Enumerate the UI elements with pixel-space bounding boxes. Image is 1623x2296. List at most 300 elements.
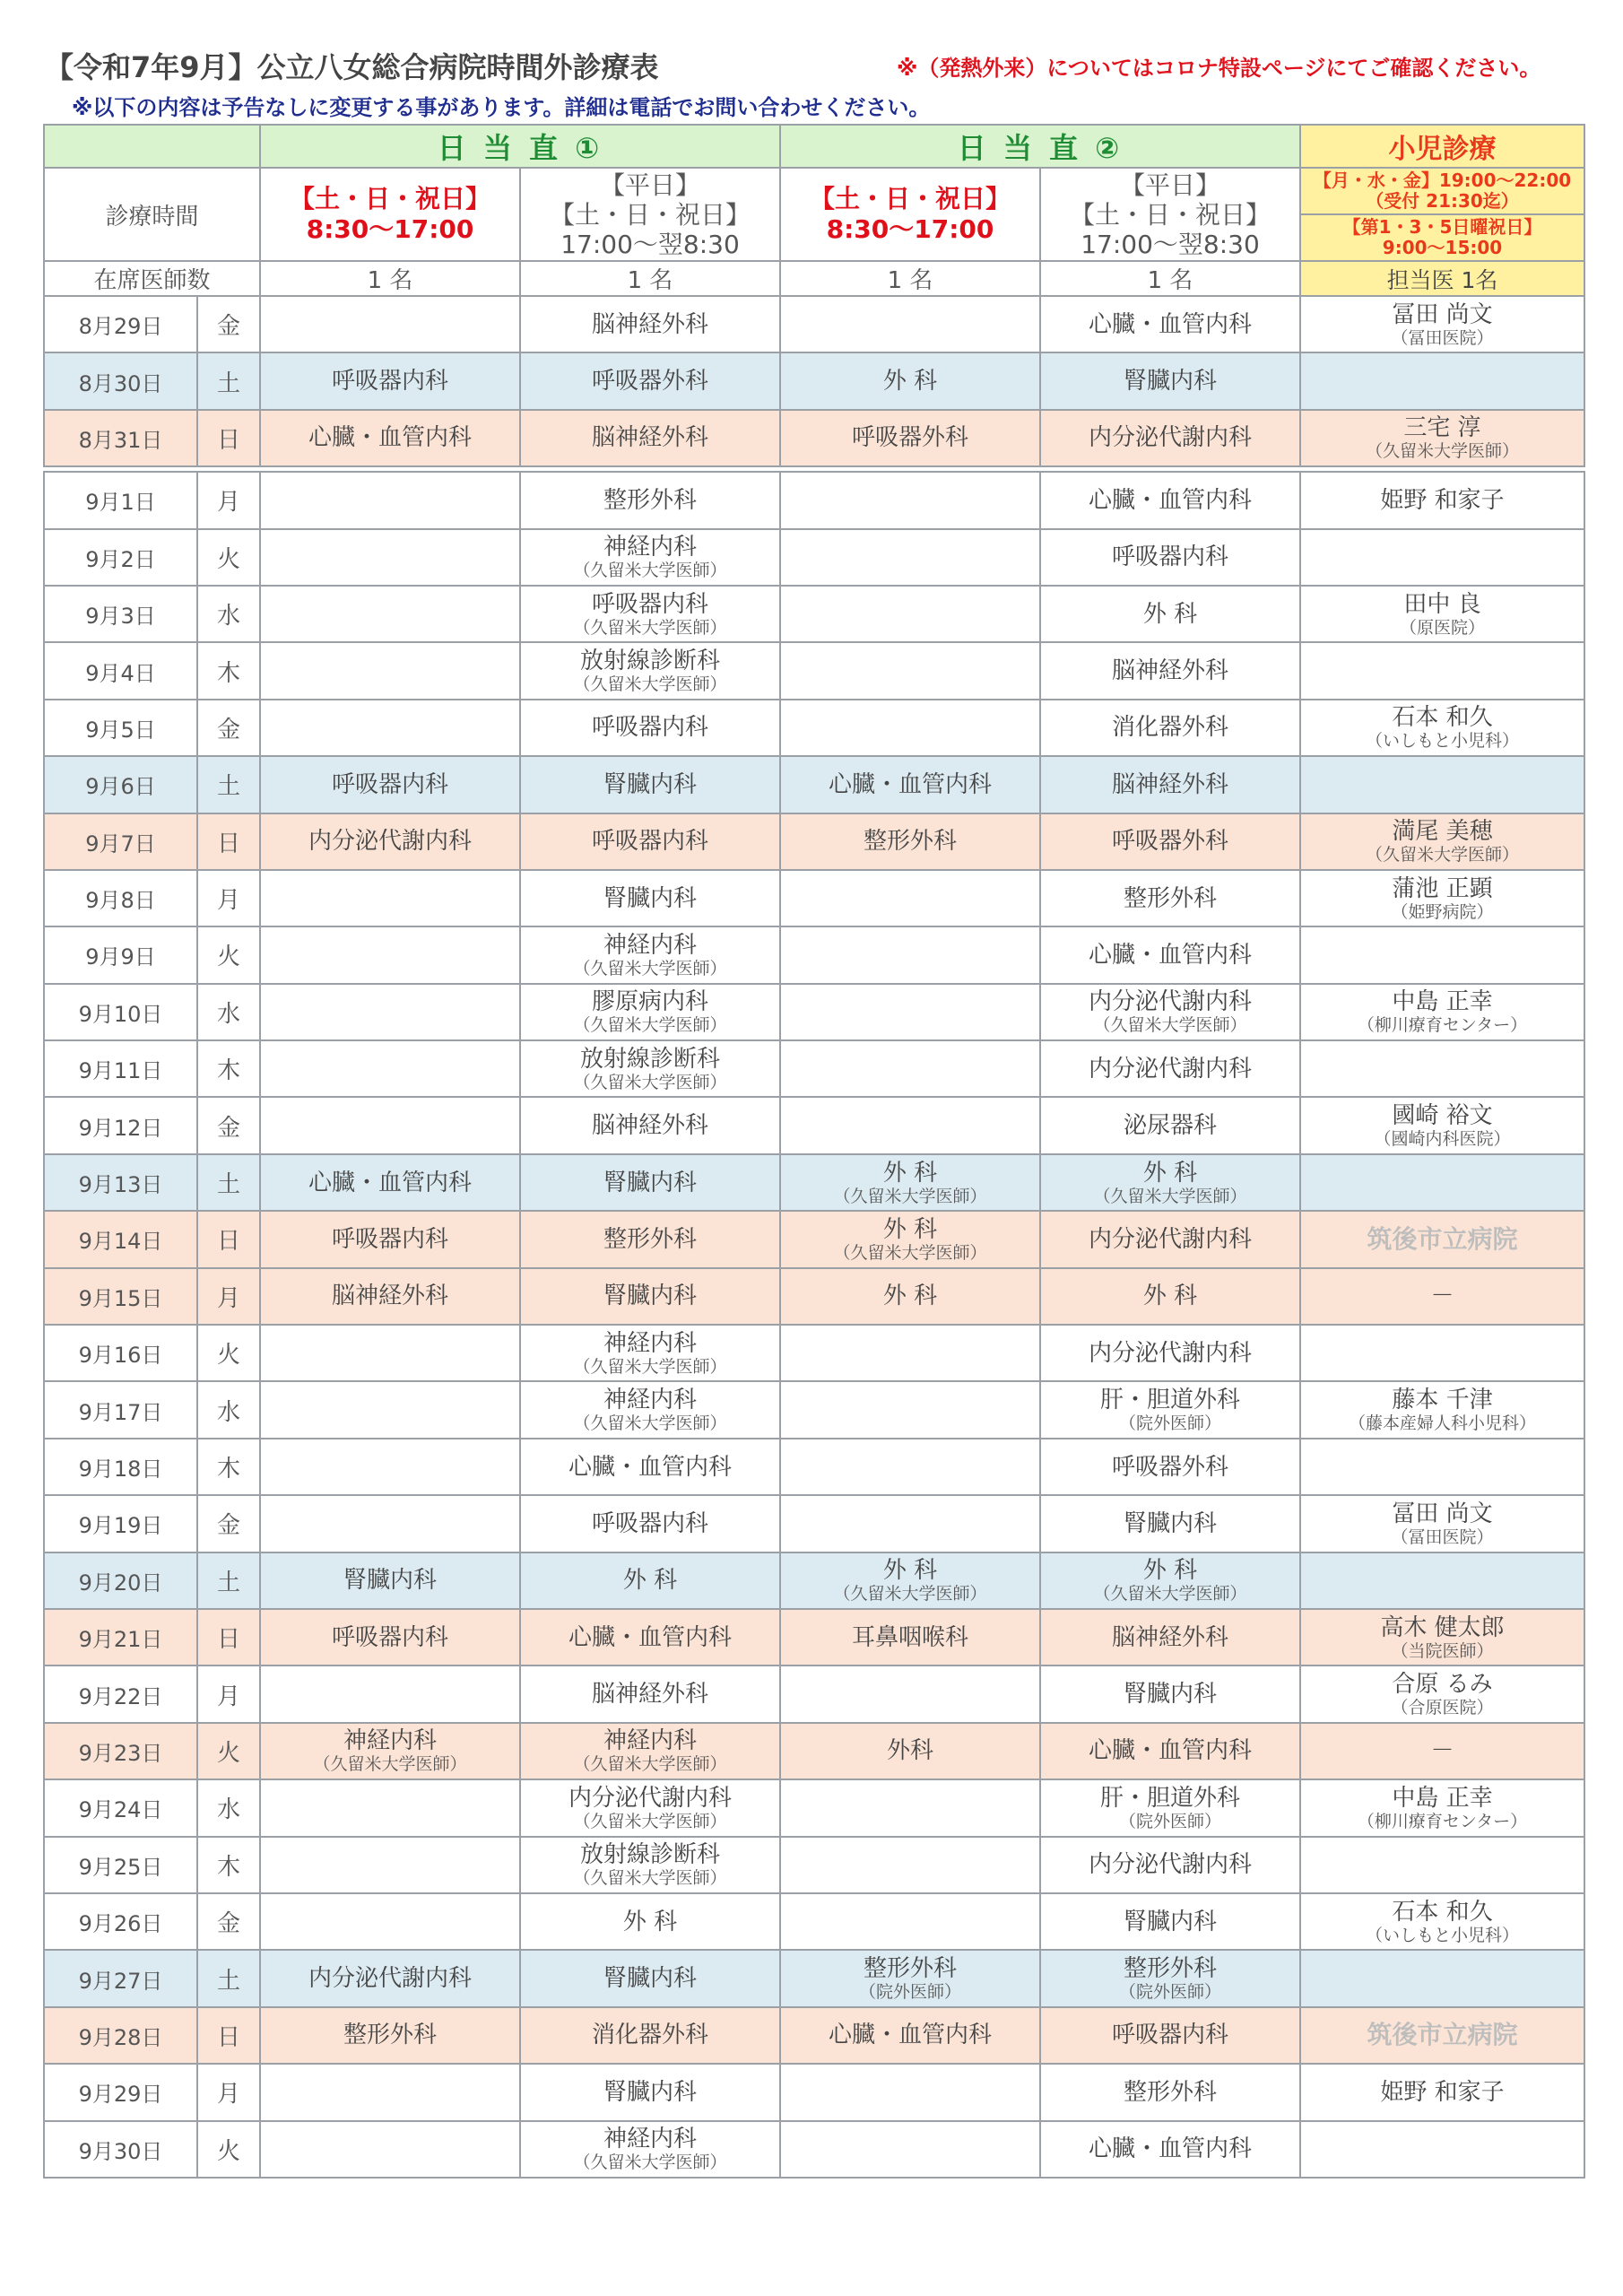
cell-text: 腎臓内科 [343,1567,437,1595]
cell-text: 呼吸器外科 [1111,1453,1228,1481]
cell-c4 [1040,1950,1300,2006]
cell-c3 [780,472,1040,528]
cell-c1 [260,1097,520,1153]
cell-subtext: （久留米大学医師） [1093,1186,1247,1206]
cell-c2 [520,352,780,409]
cell-text: 耳鼻咽喉科 [851,1623,968,1651]
cell-c4 [1040,1552,1300,1609]
table-row [44,2064,1584,2120]
date-cell: 9月4日 [44,642,197,699]
cell-subtext: （久留米大学医師） [1093,1584,1247,1605]
cell-text: 整形外科 [1123,2078,1217,2106]
cell-text: － [1430,1283,1454,1310]
cell-subtext: （いしもと小児科） [1365,731,1519,752]
cell-c2 [520,472,780,528]
date-cell: 9月5日 [44,700,197,756]
cell-p [1300,2007,1584,2064]
cell-c3 [780,352,1040,409]
cell-c3 [780,1097,1040,1153]
cell-c3 [780,1609,1040,1665]
cell-c2 [520,1723,780,1779]
cell-p [1300,1040,1584,1097]
duty1-header: 日 当 直 ① [260,125,780,168]
table-row [44,472,1584,528]
weekday-cell: 火 [197,1325,260,1381]
cell-c3 [780,1268,1040,1325]
date-cell: 9月11日 [44,1040,197,1097]
cell-c4 [1040,813,1300,870]
date-cell: 8月30日 [44,352,197,409]
cell-text: 石本 和久 [1392,1898,1493,1926]
cell-c2 [520,586,780,642]
weekday-weekend-label: 【土・日・祝日】 [1069,199,1271,230]
weekday-cell: 水 [197,1381,260,1438]
date-cell: 9月22日 [44,1665,197,1722]
cell-subtext: （久留米大学医師） [573,1811,727,1831]
cell-c1 [260,1609,520,1665]
table-row [44,1552,1584,1609]
cell-subtext: （冨田医院） [1391,327,1494,348]
cell-c4 [1040,586,1300,642]
cell-c2 [520,296,780,352]
cell-subtext: （久留米大学医師） [1365,441,1519,462]
cell-c2 [520,1439,780,1495]
date-cell: 9月25日 [44,1837,197,1893]
cell-subtext: （久留米大学医師） [1093,1015,1247,1036]
cell-text: 心臓・血管内科 [568,1453,732,1481]
cell-text: 呼吸器内科 [331,368,448,396]
cell-subtext: （柳川療育センター） [1357,1811,1528,1831]
cell-p [1300,1552,1584,1609]
cell-text: 心臓・血管内科 [828,770,992,798]
cell-c1 [260,1211,520,1267]
cell-p [1300,1495,1584,1552]
cell-subtext: （院外医師） [1118,1413,1221,1434]
cell-text: 藤本 千津 [1392,1387,1493,1414]
doctors-count: 1 名 [520,261,780,296]
cell-c2 [520,1154,780,1211]
cell-text: 姫野 和家子 [1380,2078,1505,2106]
cell-p [1300,529,1584,586]
weekday-cell: 木 [197,1837,260,1893]
cell-p [1300,813,1584,870]
table-row [44,1325,1584,1381]
cell-text: 心臓・血管内科 [568,1623,732,1651]
cell-c1 [260,410,520,466]
date-cell: 9月23日 [44,1723,197,1779]
header-blank [44,125,260,168]
cell-c1 [260,1665,520,1722]
cell-p [1300,410,1584,466]
cell-c2 [520,1097,780,1153]
cell-subtext: （合原医院） [1391,1698,1494,1718]
cell-c2 [520,2064,780,2120]
weekday-cell: 火 [197,2121,260,2178]
weekday-weekend-label: 【土・日・祝日】 [549,199,751,230]
cell-text: 呼吸器外科 [1111,828,1228,856]
cell-text: 呼吸器内科 [331,1623,448,1651]
duty1-night-hours [520,168,780,261]
cell-subtext: （久留米大学医師） [313,1754,467,1775]
cell-c2 [520,1779,780,1836]
cell-text: 中島 正幸 [1392,988,1493,1016]
weekday-cell: 土 [197,756,260,813]
cell-text: 冨田 尚文 [1392,1500,1493,1527]
weekday-label: 【平日】 [599,170,700,200]
cell-text: 腎臓内科 [1123,368,1217,396]
cell-text: 放射線診断科 [579,1045,720,1073]
cell-text: 腎臓内科 [603,770,697,798]
table-row [44,1268,1584,1325]
cell-subtext: （國崎内科医院） [1374,1129,1511,1150]
weekday-cell: 火 [197,529,260,586]
page-title: 【令和7年9月】公立八女総合病院時間外診療表 [45,50,659,84]
cell-text: 外 科 [882,1215,938,1243]
cell-text: 外 科 [622,1908,678,1935]
weekday-cell: 水 [197,586,260,642]
cell-text: － [1430,1737,1454,1765]
cell-text: 神経内科 [603,931,697,959]
cell-text: 外 科 [882,1159,938,1187]
cell-text: 外 科 [882,1557,938,1585]
doctors-count: 1 名 [780,261,1040,296]
date-cell: 9月15日 [44,1268,197,1325]
cell-text: 呼吸器内科 [1111,544,1228,571]
cell-p [1300,870,1584,926]
cell-c4 [1040,1268,1300,1325]
date-cell: 8月31日 [44,410,197,466]
date-cell: 9月12日 [44,1097,197,1153]
cell-c4 [1040,472,1300,528]
hours-label: 診療時間 [44,168,260,261]
cell-p [1300,2121,1584,2178]
cell-c4 [1040,1665,1300,1722]
cell-text: 消化器外科 [591,2022,708,2049]
weekday-cell: 日 [197,410,260,466]
cell-c3 [780,813,1040,870]
cell-c4 [1040,870,1300,926]
cell-c1 [260,529,520,586]
cell-c1 [260,1950,520,2006]
cell-subtext: （久留米大学医師） [573,674,727,695]
cell-text: 高木 健太郎 [1380,1613,1505,1641]
cell-c3 [780,756,1040,813]
cell-subtext: （久留米大学医師） [833,1584,987,1605]
cell-c1 [260,472,520,528]
cell-c3 [780,1723,1040,1779]
cell-c3 [780,2007,1040,2064]
cell-c2 [520,756,780,813]
cell-text: 心臓・血管内科 [1088,486,1252,514]
covid-notice: ※（発熱外来）についてはコロナ特設ページにてご確認ください。 [897,56,1541,81]
cell-c2 [520,813,780,870]
cell-subtext: （冨田医院） [1391,1526,1494,1547]
cell-text: 中島 正幸 [1392,1784,1493,1812]
cell-p [1300,756,1584,813]
cell-text: 心臓・血管内科 [1088,1737,1252,1765]
cell-c4 [1040,1723,1300,1779]
cell-text: 放射線診断科 [579,648,720,675]
cell-text: 呼吸器内科 [1111,2022,1228,2049]
cell-text: 田中 良 [1403,590,1481,618]
cell-text: 腎臓内科 [603,1169,697,1196]
table-row [44,813,1584,870]
cell-text: 放射線診断科 [579,1841,720,1869]
cell-c1 [260,870,520,926]
table-row [44,926,1584,983]
cell-c4 [1040,1381,1300,1438]
cell-p [1300,642,1584,699]
cell-text: 三宅 淳 [1403,414,1481,442]
date-cell: 9月18日 [44,1439,197,1495]
cell-text: 心臓・血管内科 [828,2022,992,2049]
cell-p [1300,586,1584,642]
weekday-cell: 土 [197,352,260,409]
cell-text: 神経内科 [603,1329,697,1357]
weekday-cell: 月 [197,472,260,528]
cell-c1 [260,1381,520,1438]
cell-text: 腎臓内科 [603,884,697,912]
cell-c1 [260,1723,520,1779]
date-cell: 9月29日 [44,2064,197,2120]
cell-c4 [1040,1893,1300,1950]
date-cell: 9月6日 [44,756,197,813]
cell-c3 [780,926,1040,983]
cell-c4 [1040,410,1300,466]
cell-c4 [1040,1837,1300,1893]
date-cell: 9月9日 [44,926,197,983]
cell-text: 内分泌代謝内科 [1088,1055,1252,1083]
table-row [44,296,1584,352]
cell-p [1300,1439,1584,1495]
duty2-header: 日 当 直 ② [780,125,1300,168]
cell-text: 脳神経外科 [591,424,708,452]
table-row [44,1495,1584,1552]
cell-text: 膠原病内科 [591,988,708,1016]
cell-c4 [1040,1154,1300,1211]
cell-p [1300,1609,1584,1665]
ped-doctors: 担当医 1名 [1300,261,1584,296]
cell-c2 [520,529,780,586]
date-cell: 9月8日 [44,870,197,926]
cell-text: 外 科 [882,368,938,396]
date-cell: 9月21日 [44,1609,197,1665]
header-row-2 [44,168,1584,261]
date-cell: 9月20日 [44,1552,197,1609]
cell-text: 呼吸器外科 [591,368,708,396]
weekend-time: 8:30〜17:00 [826,214,994,244]
cell-c2 [520,1665,780,1722]
cell-c1 [260,813,520,870]
night-time: 17:00〜翌8:30 [1081,229,1260,259]
table-row [44,1097,1584,1153]
cell-c3 [780,1950,1040,2006]
cell-c1 [260,1552,520,1609]
weekday-cell: 水 [197,984,260,1040]
cell-subtext: （久留米大学医師） [573,1413,727,1434]
date-cell: 9月1日 [44,472,197,528]
cell-c4 [1040,1609,1300,1665]
date-cell: 9月3日 [44,586,197,642]
weekend-label: 【土・日・祝日】 [289,184,490,213]
cell-text: 外 科 [1142,1283,1198,1310]
cell-p [1300,1779,1584,1836]
duty1-day-hours [260,168,520,261]
cell-c3 [780,296,1040,352]
cell-c1 [260,1325,520,1381]
cell-c4 [1040,1325,1300,1381]
cell-c1 [260,1893,520,1950]
cell-subtext: （久留米大学医師） [573,561,727,581]
table-row [44,1893,1584,1950]
cell-subtext: （久留米大学医師） [573,1072,727,1092]
cell-c1 [260,352,520,409]
cell-subtext: （久留米大学医師） [1365,845,1519,865]
date-cell: 9月2日 [44,529,197,586]
cell-subtext: （当院医師） [1391,1640,1494,1661]
header-row-3 [44,261,1584,296]
cell-c1 [260,2007,520,2064]
cell-text: 石本 和久 [1392,704,1493,732]
table-row [44,756,1584,813]
cell-text: 整形外科 [863,1955,957,1983]
weekday-cell: 土 [197,1552,260,1609]
cell-c4 [1040,984,1300,1040]
table-row [44,1665,1584,1722]
cell-text: 整形外科 [1123,1955,1217,1983]
cell-c4 [1040,2121,1300,2178]
cell-text: 心臓・血管内科 [1088,941,1252,969]
cell-p [1300,1325,1584,1381]
table-row [44,1837,1584,1893]
cell-c2 [520,2121,780,2178]
weekday-cell: 木 [197,1040,260,1097]
weekday-cell: 月 [197,1665,260,1722]
cell-subtext: （久留米大学医師） [833,1242,987,1263]
cell-c3 [780,410,1040,466]
table-row [44,700,1584,756]
cell-p [1300,1893,1584,1950]
cell-c1 [260,296,520,352]
cell-text: 泌尿器科 [1123,1112,1217,1140]
weekday-cell: 火 [197,926,260,983]
cell-text: 呼吸器内科 [331,770,448,798]
cell-c1 [260,1837,520,1893]
cell-c1 [260,1040,520,1097]
table-row [44,642,1584,699]
cell-subtext: （いしもと小児科） [1365,1925,1519,1945]
cell-p [1300,1381,1584,1438]
ped-hours2: 【第1・3・5日曜祝日】 [1342,216,1542,238]
cell-p [1300,700,1584,756]
cell-subtext: （姫野病院） [1391,901,1494,922]
cell-c3 [780,642,1040,699]
cell-c2 [520,1325,780,1381]
cell-p [1300,984,1584,1040]
cell-c3 [780,1495,1040,1552]
cell-text: 呼吸器内科 [591,714,708,742]
table-row [44,529,1584,586]
weekday-cell: 日 [197,1211,260,1267]
cell-text: 整形外科 [603,486,697,514]
cell-c4 [1040,352,1300,409]
pediatrics-hours [1300,168,1584,261]
cell-subtext: （院外医師） [1118,1982,1221,2003]
cell-text: 消化器外科 [1111,714,1228,742]
cell-p [1300,352,1584,409]
table-row [44,1723,1584,1779]
cell-p [1300,1268,1584,1325]
cell-text: 肝・胆道外科 [1099,1784,1240,1812]
cell-c3 [780,870,1040,926]
cell-text: 脳神経外科 [591,1112,708,1140]
weekday-label: 【平日】 [1119,170,1220,200]
cell-text: 心臓・血管内科 [1088,310,1252,338]
date-cell: 9月17日 [44,1381,197,1438]
table-row [44,352,1584,409]
table-row [44,1950,1584,2006]
cell-c4 [1040,1495,1300,1552]
cell-c2 [520,1893,780,1950]
duty2-night-hours [1040,168,1300,261]
cell-text: 内分泌代謝内科 [1088,1851,1252,1879]
weekday-cell: 木 [197,642,260,699]
weekday-cell: 日 [197,813,260,870]
cell-text: 合原 るみ [1392,1671,1493,1699]
cell-c4 [1040,1097,1300,1153]
date-cell: 9月16日 [44,1325,197,1381]
ped-hours-weekday [1301,169,1584,215]
weekday-cell: 月 [197,870,260,926]
cell-text: 心臓・血管内科 [1088,2135,1252,2163]
cell-c4 [1040,1779,1300,1836]
cell-c4 [1040,1211,1300,1267]
cell-c1 [260,586,520,642]
weekday-cell: 金 [197,1097,260,1153]
cell-text: 心臓・血管内科 [308,1169,472,1196]
cell-c1 [260,1439,520,1495]
night-time: 17:00〜翌8:30 [560,229,740,259]
cell-text: 神経内科 [603,2126,697,2153]
cell-c4 [1040,926,1300,983]
cell-c2 [520,1211,780,1267]
cell-subtext: （久留米大学医師） [573,617,727,638]
ped-hours1: 【月・水・金】19:00〜22:00 [1313,170,1572,191]
cell-p [1300,1154,1584,1211]
cell-text: 腎臓内科 [603,1965,697,1993]
cell-text: 冨田 尚文 [1392,300,1493,328]
cell-text: 呼吸器内科 [591,828,708,856]
schedule-table [43,124,1585,2179]
cell-c3 [780,2064,1040,2120]
cell-c2 [520,1609,780,1665]
cell-c1 [260,1495,520,1552]
table-row [44,1040,1584,1097]
cell-text: 外 科 [622,1567,678,1595]
cell-text: 脳神経外科 [331,1283,448,1310]
cell-c1 [260,642,520,699]
cell-text: 肝・胆道外科 [1099,1387,1240,1414]
cell-subtext: （院外医師） [858,1982,961,2003]
cell-c3 [780,1154,1040,1211]
cell-c3 [780,1040,1040,1097]
cell-c1 [260,1779,520,1836]
cell-c2 [520,1950,780,2006]
cell-text: 腎臓内科 [603,1283,697,1310]
cell-text: 神経内科 [343,1727,437,1755]
table-row [44,1154,1584,1211]
cell-c4 [1040,2064,1300,2120]
